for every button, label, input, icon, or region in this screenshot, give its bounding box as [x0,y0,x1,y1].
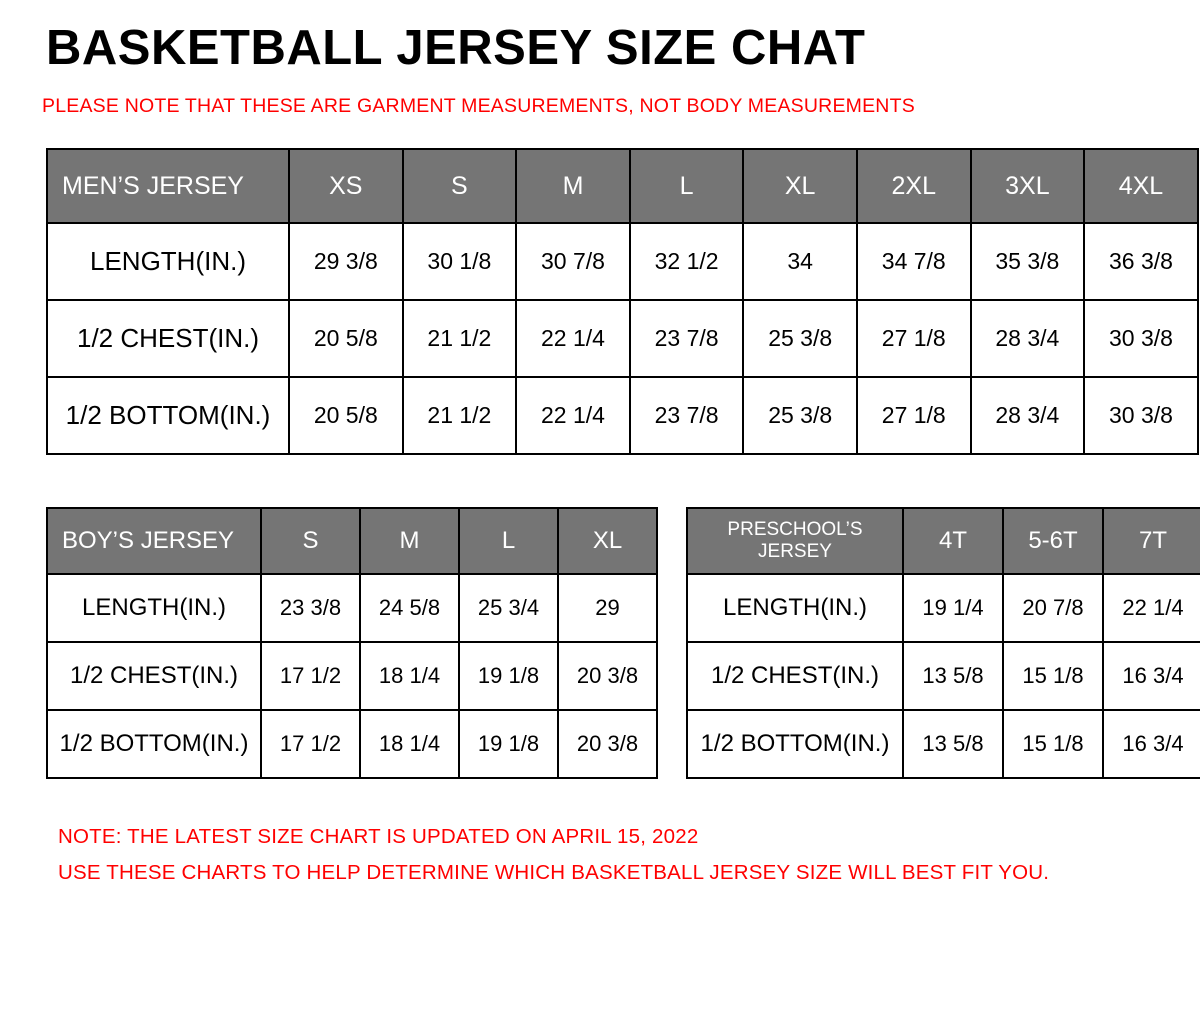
table-cell: 24 5/8 [360,574,459,642]
table-cell: 16 3/4 [1103,642,1200,710]
table-cell: 22 1/4 [1103,574,1200,642]
lower-tables-row [46,507,1184,779]
table-cell: 17 1/2 [261,642,360,710]
table-cell: 22 1/4 [516,300,630,377]
table-cell: 13 5/8 [903,710,1003,778]
table-cell: 20 5/8 [289,300,403,377]
table-cell: 22 1/4 [516,377,630,454]
table-header-row [47,508,657,574]
column-header: 2XL [857,149,971,223]
table-cell: 29 [558,574,657,642]
table-cell: 23 7/8 [630,377,744,454]
bottom-notes [58,819,1176,891]
table-row [47,377,1198,454]
usage-note: USE THESE CHARTS TO HELP DETERMINE WHICH BASKETBALL JERSEY SIZE WILL BEST FIT YOU. [58,861,1050,885]
table-row [47,642,657,710]
table-corner-label: MEN’S JERSEY [47,149,289,223]
row-label: LENGTH(IN.) [47,223,289,300]
table-cell: 29 3/8 [289,223,403,300]
table-cell: 20 7/8 [1003,574,1103,642]
column-header: S [403,149,517,223]
table-cell: 30 3/8 [1084,300,1198,377]
table-cell: 13 5/8 [903,642,1003,710]
table-cell: 25 3/8 [743,377,857,454]
table-cell: 30 1/8 [403,223,517,300]
table-cell: 23 3/8 [261,574,360,642]
table-cell: 15 1/8 [1003,710,1103,778]
table-row [687,710,1200,778]
table-cell: 16 3/4 [1103,710,1200,778]
table-cell: 20 3/8 [558,710,657,778]
table-cell: 15 1/8 [1003,642,1103,710]
table-cell: 32 1/2 [630,223,744,300]
table-cell: 18 1/4 [360,642,459,710]
table-cell: 28 3/4 [971,377,1085,454]
row-label: 1/2 CHEST(IN.) [47,642,261,710]
column-header: XL [558,508,657,574]
size-chart-page [0,22,1200,1029]
column-header: M [516,149,630,223]
table-cell: 36 3/8 [1084,223,1198,300]
table-cell: 28 3/4 [971,300,1085,377]
table-cell: 25 3/4 [459,574,558,642]
table-header-row [687,508,1200,574]
table-header-row [47,149,1198,223]
column-header: 7T [1103,508,1200,574]
table-cell: 19 1/8 [459,710,558,778]
table-row [47,223,1198,300]
table-cell: 20 3/8 [558,642,657,710]
table-cell: 20 5/8 [289,377,403,454]
table-cell: 27 1/8 [857,377,971,454]
table-row [687,642,1200,710]
row-label: 1/2 BOTTOM(IN.) [47,377,289,454]
table-cell: 23 7/8 [630,300,744,377]
column-header: S [261,508,360,574]
column-header: 3XL [971,149,1085,223]
column-header: M [360,508,459,574]
table-corner-label: BOY’S JERSEY [47,508,261,574]
update-note: NOTE: THE LATEST SIZE CHART IS UPDATED ON APRIL 15, 2022 [58,825,699,849]
column-header: L [630,149,744,223]
table-corner-label: PRESCHOOL’S JERSEY [687,508,903,574]
column-header: L [459,508,558,574]
table-cell: 19 1/8 [459,642,558,710]
page-title: BASKETBALL JERSEY SIZE CHAT [46,21,866,75]
table-cell: 35 3/8 [971,223,1085,300]
row-label: LENGTH(IN.) [687,574,903,642]
table-cell: 18 1/4 [360,710,459,778]
table-row [47,574,657,642]
row-label: 1/2 BOTTOM(IN.) [47,710,261,778]
table-cell: 19 1/4 [903,574,1003,642]
table-cell: 34 [743,223,857,300]
column-header: 5-6T [1003,508,1103,574]
row-label: 1/2 CHEST(IN.) [687,642,903,710]
table-cell: 34 7/8 [857,223,971,300]
column-header: 4XL [1084,149,1198,223]
boys-jersey-size-table [46,507,658,779]
table-row [47,710,657,778]
row-label: 1/2 CHEST(IN.) [47,300,289,377]
table-cell: 17 1/2 [261,710,360,778]
row-label: LENGTH(IN.) [47,574,261,642]
table-cell: 21 1/2 [403,300,517,377]
row-label: 1/2 BOTTOM(IN.) [687,710,903,778]
preschool-jersey-size-table [686,507,1200,779]
table-cell: 30 7/8 [516,223,630,300]
table-row [687,574,1200,642]
table-row [47,300,1198,377]
column-header: XL [743,149,857,223]
mens-jersey-size-table [46,148,1199,455]
table-cell: 27 1/8 [857,300,971,377]
column-header: 4T [903,508,1003,574]
table-cell: 21 1/2 [403,377,517,454]
column-header: XS [289,149,403,223]
table-cell: 30 3/8 [1084,377,1198,454]
garment-measurement-note: PLEASE NOTE THAT THESE ARE GARMENT MEASUREMENTS, NOT BODY MEASUREMENTS [42,94,915,117]
table-cell: 25 3/8 [743,300,857,377]
